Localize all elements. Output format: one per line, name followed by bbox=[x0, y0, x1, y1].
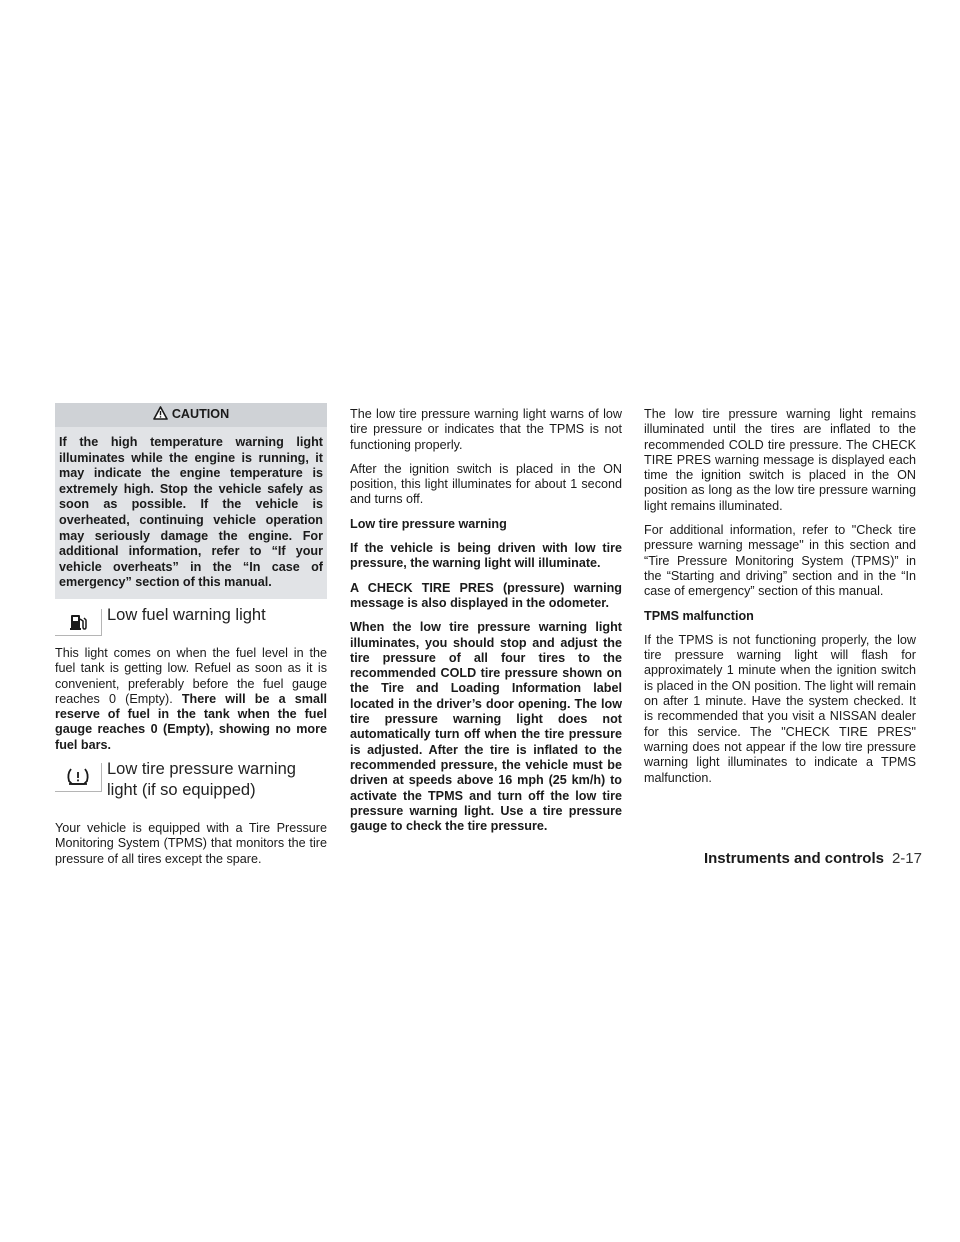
bold-paragraph: When the low tire pressure warning light illuminates, you should stop and adjust the tire pressure of all four tires to the recommended COLD tire pressure shown on the Tire and Loading Information label located in the driver’s door opening. The low tire pressure warning light does not automatically turn off when the tire pressure is adjusted. After the tire is inflated to the recommended pressure, the vehicle must be driven at speeds above 16 mph (25 km/h) to activate the TPMS and turn off the low tire pressure warning light. Use a tire pressure gauge to check the tire pressure. bbox=[350, 620, 622, 834]
paragraph: The low tire pressure warning light warns of low tire pressure or indicates that the TPMS is not functioning properly. bbox=[350, 407, 622, 452]
low-tire-heading-text bbox=[107, 759, 296, 801]
tire-pressure-warning-icon bbox=[55, 763, 102, 792]
subheading-tpms-malfunction: TPMS malfunction bbox=[644, 608, 754, 623]
low-fuel-body bbox=[55, 646, 327, 753]
low-fuel-heading bbox=[55, 605, 327, 636]
section-title: Instruments and controls bbox=[703, 850, 884, 867]
caution-text: If the high temperature warning light illuminates while the engine is running, it may indicate the engine temperature is extremely high. Stop the vehicle safely as soon as possible. If the vehicle is overheated, continuing vehicle operation may seriously damage the engine. For additional information, refer to “If your vehicle overheats” in the “In case of emergency” section of this manual. bbox=[59, 435, 323, 590]
column-1 bbox=[55, 403, 327, 876]
page-number: 2-17 bbox=[891, 850, 922, 867]
fuel-pump-icon bbox=[55, 609, 102, 636]
low-fuel-heading-text: Low fuel warning light bbox=[107, 605, 266, 624]
low-fuel-body-bold: There will be a small reserve of fuel in the tank when the fuel gauge reaches 0 (Empty), showing no more fuel bars. bbox=[55, 691, 327, 752]
low-tire-body: Your vehicle is equipped with a Tire Pressure Monitoring System (TPMS) that monitors the tire pressure of all tires except the spare. bbox=[55, 821, 327, 866]
column-3 bbox=[644, 407, 916, 795]
caution-title: CAUTION bbox=[171, 407, 230, 422]
page-footer bbox=[660, 850, 922, 867]
caution-header bbox=[55, 403, 327, 427]
low-fuel-body-text: This light comes on when the fuel level in the fuel tank is getting low. Refuel as soon as it is convenient, preferably before the fuel gauge reaches 0 (Empty). bbox=[55, 645, 327, 706]
caution-box bbox=[55, 403, 327, 599]
column-2 bbox=[350, 407, 622, 843]
bold-paragraph: If the vehicle is being driven with low tire pressure, the warning light will illuminate. bbox=[350, 541, 622, 571]
low-tire-heading-line-2: light (if so equipped) bbox=[107, 781, 256, 800]
low-tire-heading bbox=[55, 760, 327, 811]
paragraph: If the TPMS is not functioning properly, the low tire pressure warning light will flash for approximately 1 minute when the ignition switch is placed in the ON position. The light will remain on after 1 minute. Have the system checked. It is recommended that you visit a NISSAN dealer for this service. The "CHECK TIRE PRES" warning does not appear if the low tire pressure warning light illuminates to indicate a TPMS malfunction. bbox=[644, 632, 916, 785]
bold-paragraph: A CHECK TIRE PRES (pressure) warning message is also displayed in the odometer. bbox=[350, 580, 622, 610]
paragraph: After the ignition switch is placed in the ON position, this light illuminates for about 1 second and turns off. bbox=[350, 461, 622, 507]
paragraph: The low tire pressure warning light remains illuminated until the tires are inflated to the recommended COLD tire pressure. The CHECK TIRE PRES warning message is displayed each time the ignition switch is placed in the ON position as long as the low tire pressure warning light remains illuminated. bbox=[644, 407, 916, 513]
low-tire-heading-line-1: Low tire pressure warning bbox=[107, 760, 296, 779]
paragraph: For additional information, refer to "Check tire pressure warning message" in this section and “Tire Pressure Monitoring System (TPMS)” in the “Starting and driving” section and in the “In case of emergency” section of this manual. bbox=[644, 523, 916, 599]
subheading-low-tire-warning: Low tire pressure warning bbox=[350, 516, 507, 531]
warning-triangle-icon bbox=[153, 406, 168, 424]
